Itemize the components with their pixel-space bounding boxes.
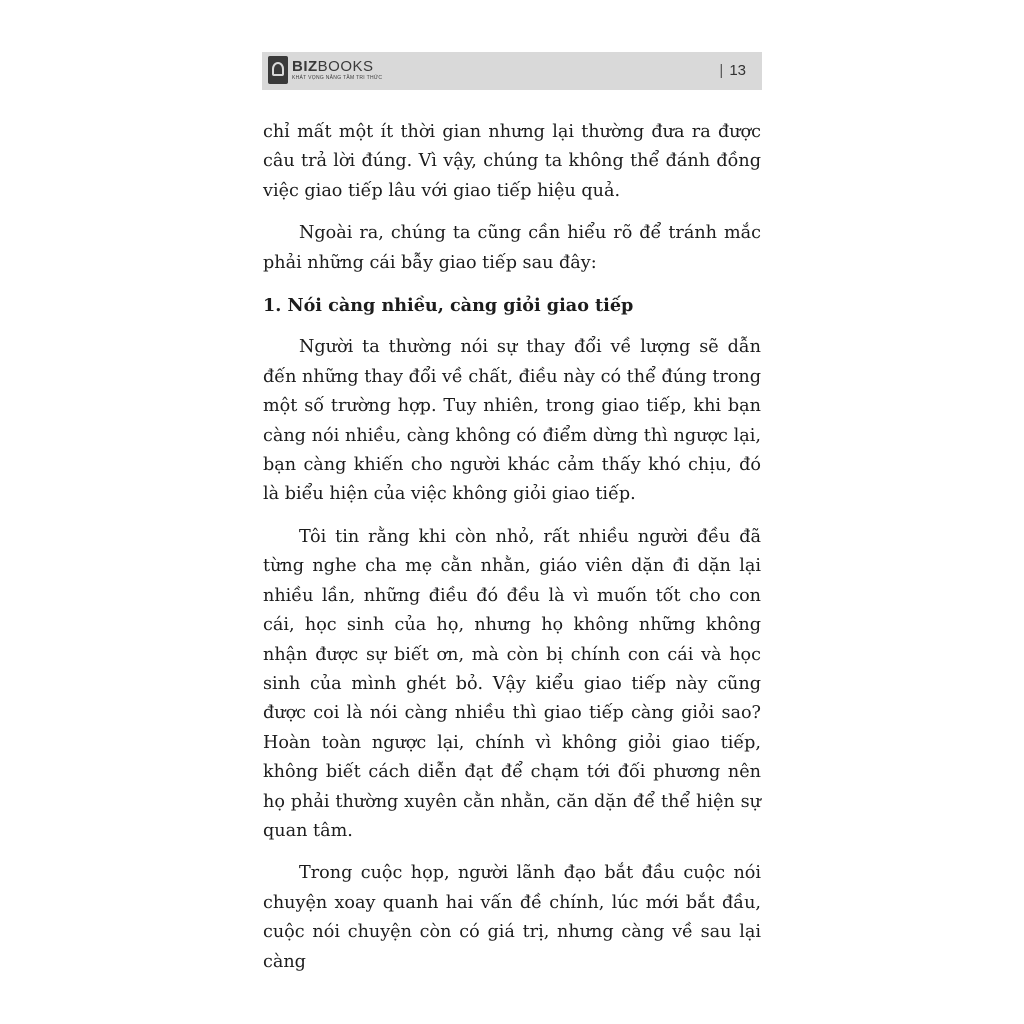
logo-text (292, 59, 382, 81)
paragraph: Ngoài ra, chúng ta cũng cần hiểu rõ để tránh mắc phải những cái bẫy giao tiếp sau đây: (263, 223, 761, 273)
page-number-separator: | (719, 62, 724, 79)
paragraph: Tôi tin rằng khi còn nhỏ, rất nhiều người đều đã từng nghe cha mẹ cằn nhằn, giáo viên dặn đi dặn lại nhiều lần, những điều đó đều là vì muốn tốt cho con cái, học sinh của họ, nhưng họ không những không nhận được sự biết ơn, mà còn bị chính con cái và học sinh của mình ghét bỏ. Vậy kiểu giao tiếp này cũng được coi là nói càng nhiều thì giao tiếp càng giỏi sao? Hoàn toàn ngược lại, chính vì không giỏi giao tiếp, không biết cách diễn đạt để chạm tới đối phương nên họ phải thường xuyên cằn nhằn, căn dặn để thể hiện sự quan tâm. (263, 526, 761, 841)
paragraph: Người ta thường nói sự thay đổi về lượng sẽ dẫn đến những thay đổi về chất, điều này có thể đúng trong một số trường hợp. Tuy nhiên, trong giao tiếp, khi bạn càng nói nhiều, càng không có điểm dừng thì ngược lại, bạn càng khiến cho người khác cảm thấy khó chịu, đó là biểu hiện của việc không giỏi giao tiếp. (263, 337, 761, 505)
logo-brand-light: BOOKS (317, 58, 374, 75)
bizbooks-logo (268, 56, 382, 84)
bizbooks-logo-icon (268, 56, 288, 84)
paragraph: chỉ mất một ít thời gian nhưng lại thường đưa ra được câu trả lời đúng. Vì vậy, chúng ta không thể đánh đồng việc giao tiếp lâu với giao tiếp hiệu quả. (263, 122, 761, 201)
page-number-block (719, 62, 746, 79)
page-number: 13 (729, 62, 746, 79)
logo-tagline: KHÁT VỌNG NÂNG TẦM TRI THỨC (292, 75, 383, 81)
section-heading: 1. Nói càng nhiều, càng giỏi giao tiếp (263, 295, 634, 317)
running-header (262, 52, 762, 90)
paragraph: Trong cuộc họp, người lãnh đạo bắt đầu cuộc nói chuyện xoay quanh hai vấn đề chính, lúc mới bắt đầu, cuộc nói chuyện còn có giá trị, nhưng càng về sau lại càng (263, 863, 761, 972)
logo-brand (292, 59, 382, 74)
body-text (263, 118, 761, 990)
logo-brand-bold: BIZ (292, 58, 318, 75)
